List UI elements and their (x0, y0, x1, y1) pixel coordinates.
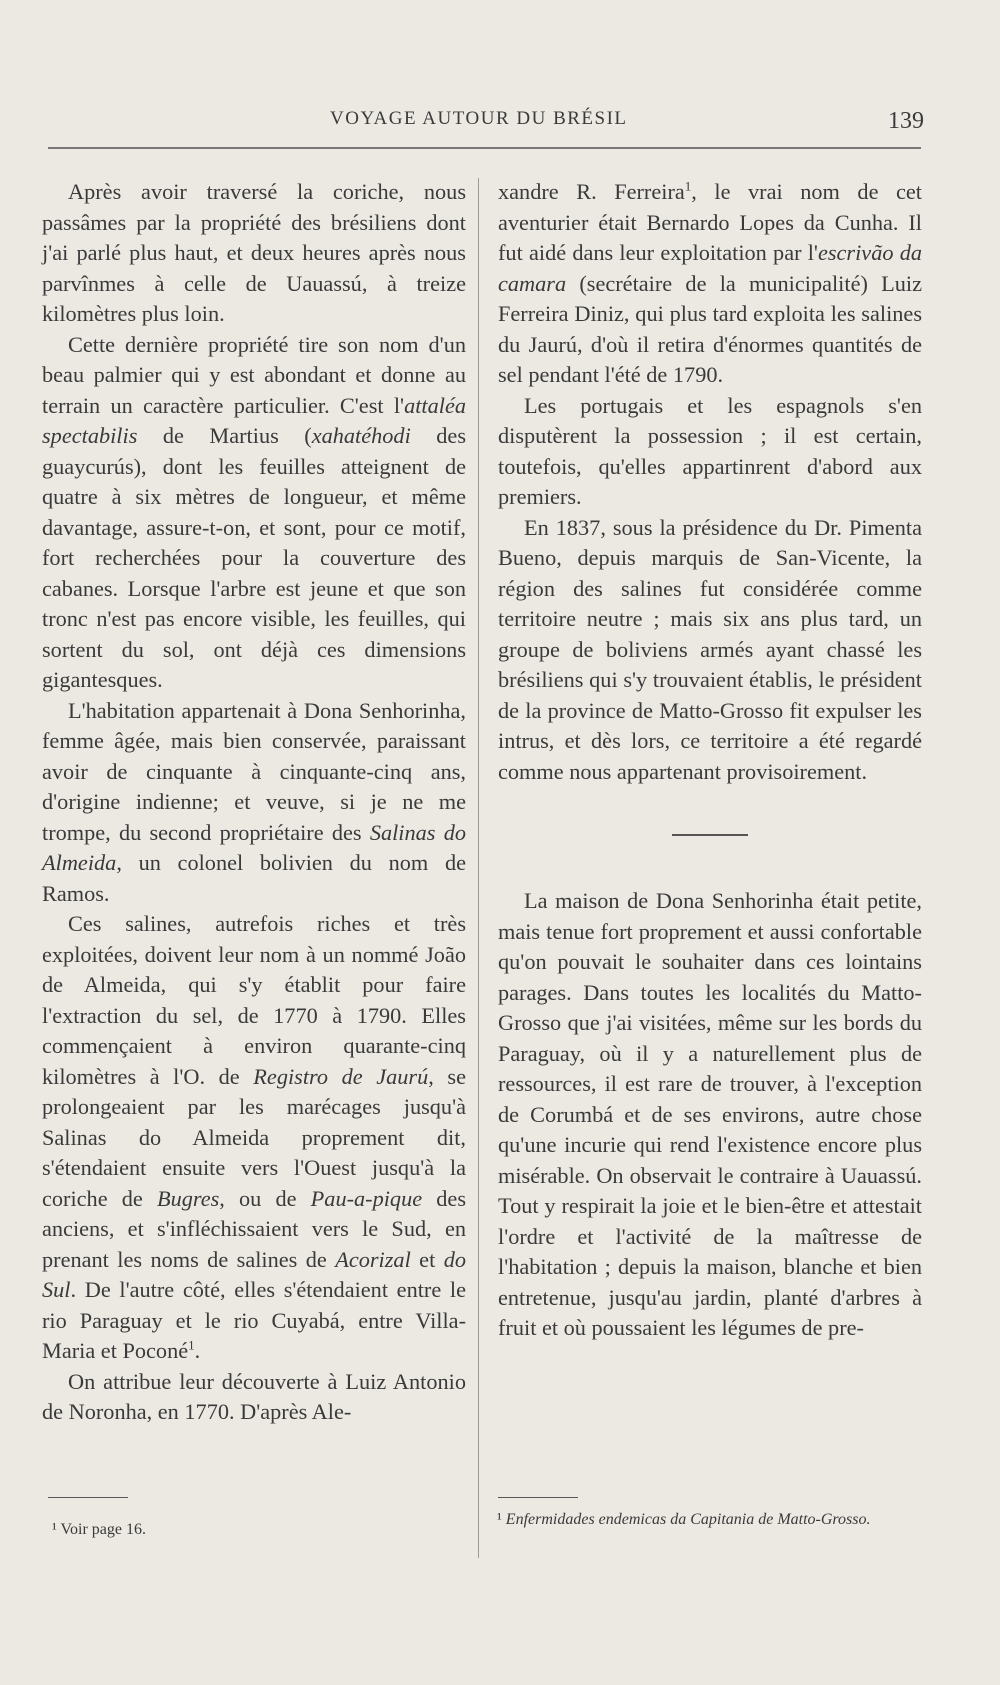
footnote: ¹ Voir page 16. (52, 1521, 146, 1538)
paragraph: Après avoir traversé la coriche, nous passâmes par la propriété des brésiliens dont j'ai parlé plus haut, et deux heures après nous parvînmes à celle de Uauassú, à treize kilomètres plus loin. (42, 179, 466, 326)
left-column (42, 177, 466, 1428)
footnote-rule (498, 1497, 578, 1498)
italic-term: escrivão da camara (498, 240, 923, 296)
italic-term: attaléa spectabilis (42, 392, 466, 448)
footnote-marker: 1 (684, 178, 692, 194)
paragraph: On attribue leur découverte à Luiz Antonio de Noronha, en 1770. D'après Ale- (42, 1368, 466, 1424)
italic-term: Bugres (156, 1185, 220, 1211)
italic-term: do Sul (42, 1246, 466, 1302)
running-head (0, 108, 1000, 138)
footnote-rule (48, 1497, 128, 1498)
paragraph: Cette dernière propriété tire son nom d'un beau palmier qui y est abondant et donne au terrain un caractère particulier. C'est l'attaléa spectabilis de Martius (xahatéhodi des guaycurús), dont les feuilles atteignent de quatre à six mètres de longueur, et même davantage, assure-t-on, et sont, pour ce motif, fort recherchées pour la couverture des cabanes. Lorsque l'arbre est jeune et que son tronc n'est pas encore visible, les feuilles, qui sortent du sol, ont déjà ces dimensions gigantesques. (42, 331, 466, 692)
footnote: ¹ Enfermidades endemicas da Capitania de Matto-Grosso. (497, 1511, 871, 1528)
italic-term: xahatéhodi (311, 423, 411, 448)
running-title: VOYAGE AUTOUR DU BRÉSIL (330, 108, 628, 129)
italic-term: Acorizal (335, 1246, 411, 1272)
right-column (498, 177, 922, 1344)
italic-term: Salinas do Almeida (42, 819, 466, 875)
page-number: 139 (888, 108, 924, 134)
italic-term: Registro de Jaurú (253, 1063, 429, 1089)
column-divider (478, 178, 479, 1558)
paragraph: xandre R. Ferreira$^1$, le vrai nom de cet aventurier était Bernardo Lopes da Cunha. Il fut aidé dans leur exploitation par l'escrivão da camara (secrétaire de la municipalité) Luiz Ferreira Diniz, qui plus tard exploita les salines du Jaurú, d'où il retira d'énormes quantités de sel pendant l'été de 1790. (498, 178, 923, 387)
paragraph: Les portugais et les espagnols s'en disputèrent la possession ; il est certain, toutefois, qu'elles appartinrent d'abord aux premiers. (498, 392, 922, 509)
paragraph: En 1837, sous la présidence du Dr. Pimenta Bueno, depuis marquis de San-Vicente, la région des salines fut considérée comme territoire neutre ; mais six ans plus tard, un groupe de boliviens armés ayant chassé les brésiliens qui s'y trouvaient établis, le président de la province de Matto-Grosso fit expulser les intrus, et dès lors, ce territoire a été regardé comme nous appartenant provisoirement. (498, 514, 922, 784)
section-break-rule (672, 834, 748, 836)
footnote-marker: 1 (188, 1337, 195, 1353)
paragraph: Ces salines, autrefois riches et très exploitées, doivent leur nom à un nommé João de Almeida, qui s'y établit pour faire l'extraction du sel, de 1770 à 1790. Elles commençaient à environ quarante-cinq kilomètres à l'O. de Registro de Jaurú, se prolongeaient par les marécages jusqu'à Salinas do Almeida proprement dit, s'étendaient ensuite vers l'Ouest jusqu'à la coriche de Bugres, ou de Pau-a-pique des anciens, et s'infléchissaient vers le Sud, en prenant les noms de salines de Acorizal et do Sul. De l'autre côté, elles s'étendaient entre le rio Paraguay et le rio Cuyabá, entre Villa-Maria et Poconé$^1$. (42, 911, 466, 1363)
paragraph: La maison de Dona Senhorinha était petite, mais tenue fort proprement et aussi confortable qu'on pouvait le souhaiter dans ces lointains parages. Dans toutes les localités du Matto-Grosso que j'ai visitées, même sur les bords du Paraguay, où il y a naturellement plus de ressources, il est rare de trouver, à l'exception de Corumbá et de ses environs, autre chose qu'une incurie qui rend l'existence encore plus misérable. On observait le contraire à Uauassú. Tout y respirait la joie et le bien-être et attestait l'ordre et l'activité de la maîtresse de l'habitation ; depuis la maison, blanche et bien entretenue, jusqu'au jardin, planté d'arbres à fruit et où poussaient les légumes de pre- (498, 888, 922, 1340)
paragraph: L'habitation appartenait à Dona Senhorinha, femme âgée, mais bien conservée, paraissant avoir de cinquante à cinquante-cinq ans, d'origine indienne; et veuve, si je ne me trompe, du second propriétaire des Salinas do Almeida, un colonel bolivien du nom de Ramos. (42, 697, 466, 906)
italic-term: Pau-a-pique (310, 1185, 423, 1211)
header-rule (48, 147, 921, 149)
